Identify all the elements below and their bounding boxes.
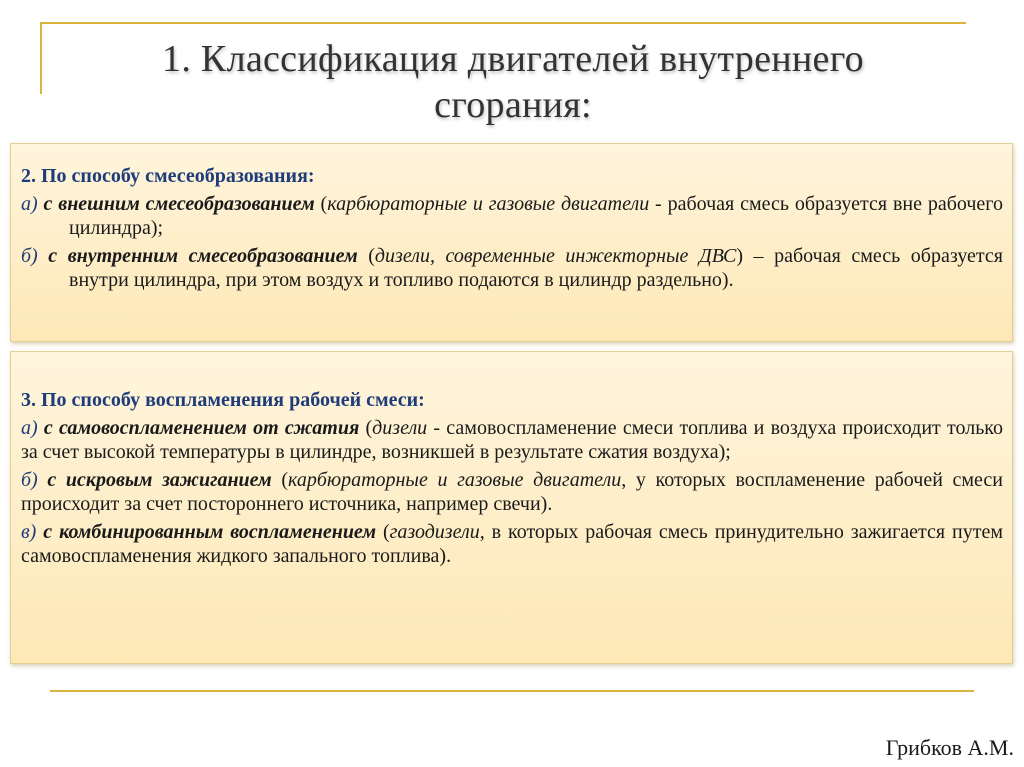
item-examples: дизели xyxy=(372,417,428,439)
item-open-paren: ( xyxy=(359,417,373,439)
item-marker: б) xyxy=(21,245,38,267)
item-examples: газодизели xyxy=(389,521,480,543)
item-examples: дизели, современные инжекторные ДВС xyxy=(374,245,737,267)
author-credit: Грибков А.М. xyxy=(885,735,1014,760)
list-item xyxy=(21,244,1003,292)
item-description: , у которых воспламенение рабочей смеси происходит за счет постороннего источника, например свечи). xyxy=(21,469,1003,515)
item-term: с внутренним смесеобразованием xyxy=(48,245,358,267)
item-term: с комбинированным воспламенением xyxy=(43,521,377,543)
item-marker: в) xyxy=(21,521,37,543)
section-2-heading: 2. По способу смесеобразования: xyxy=(21,165,315,187)
item-marker: а) xyxy=(21,193,38,215)
list-item xyxy=(21,520,1003,568)
item-open-paren: ( xyxy=(271,469,289,491)
item-description: - самовоспламенение смеси топлива и воздуха происходит только за счет высокой температуры в цилиндре, возникшей в результате сжатия воздуха); xyxy=(21,417,1004,463)
item-examples: карбюраторные и газовые двигатели xyxy=(288,469,622,491)
item-open-paren: ( xyxy=(357,245,375,267)
item-examples: карбюраторные и газовые двигатели - xyxy=(327,193,662,215)
slide-title-line-2: сгорания: xyxy=(434,84,592,126)
slide-title xyxy=(60,36,966,128)
section-3-heading: 3. По способу воспламенения рабочей смеси: xyxy=(21,389,425,411)
item-description: , в которых рабочая смесь принудительно зажигается путем самовоспламенения жидкого запального топлива). xyxy=(21,521,1003,567)
item-term: с внешним смесеобразованием xyxy=(43,193,315,215)
item-open-paren: ( xyxy=(314,193,328,215)
list-item xyxy=(21,468,1003,516)
item-marker: а) xyxy=(21,417,38,439)
item-marker: б) xyxy=(21,469,38,491)
title-frame-top-line xyxy=(40,22,966,24)
item-term: с искровым зажиганием xyxy=(47,469,272,491)
item-description: рабочая смесь образуется вне рабочего цилиндра); xyxy=(69,193,1003,239)
item-description: ) – рабочая смесь образуется внутри цилиндра, при этом воздух и топливо подаются в цилиндр раздельно). xyxy=(69,245,1003,291)
mixture-formation-panel xyxy=(10,143,1013,342)
item-term: с самовоспламенением от сжатия xyxy=(43,417,360,439)
list-item xyxy=(21,192,1003,240)
title-frame-left-line xyxy=(40,22,42,94)
slide-title-line-1: 1. Классификация двигателей внутреннего xyxy=(162,38,864,80)
ignition-method-panel xyxy=(10,351,1013,664)
item-open-paren: ( xyxy=(376,521,390,543)
footer-divider-line xyxy=(50,690,974,692)
list-item xyxy=(21,416,1003,464)
